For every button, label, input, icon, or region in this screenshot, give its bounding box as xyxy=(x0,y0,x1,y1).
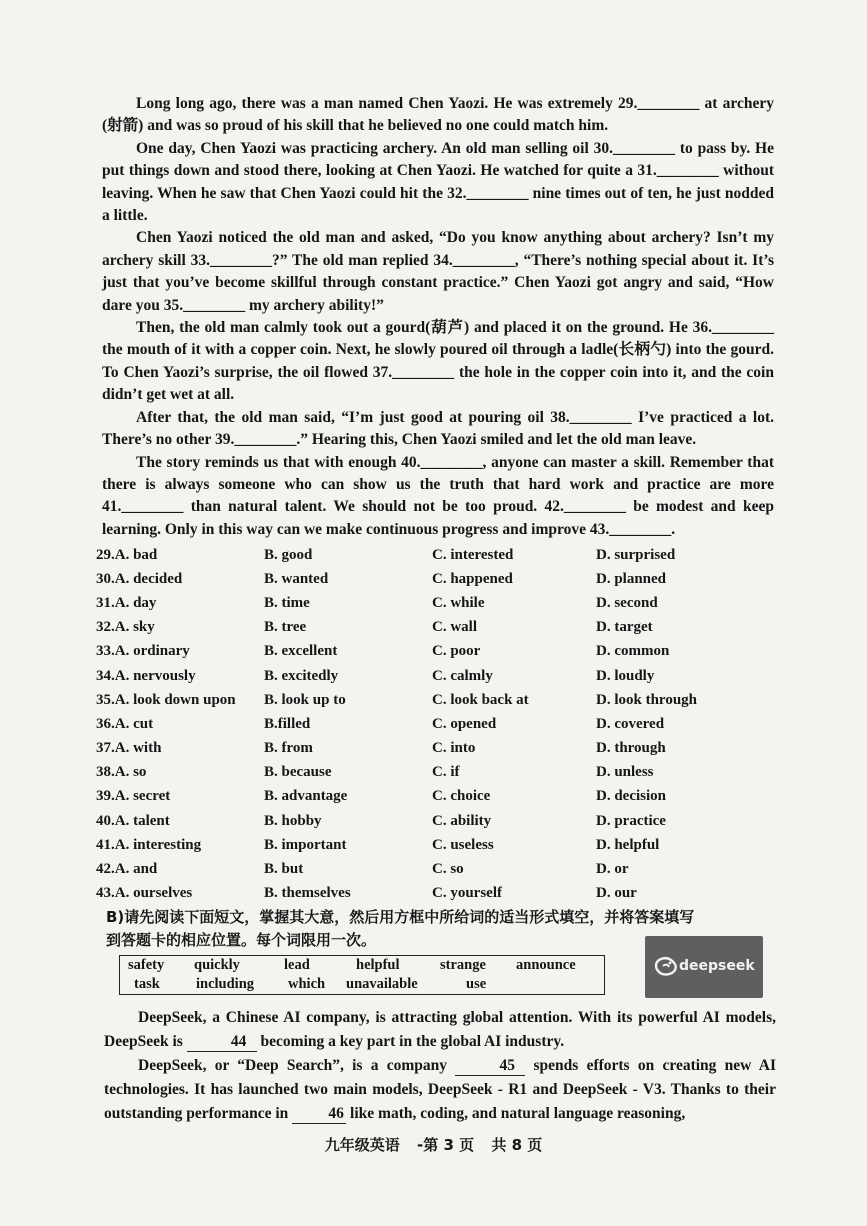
passage-paragraph-6: The story reminds us that with enough 40.________, anyone can master a skill. Remember that there is always someone who can show us the truth that hard work and practice are more 41.________ than natural talent. We should not be too proud. 42.________ be modest and keep learning. Only in this way can we make continuous progress and improve 43.________. xyxy=(102,453,774,538)
option-item: C. while xyxy=(432,594,485,611)
word-which: which xyxy=(288,976,326,992)
option-row xyxy=(96,882,776,906)
option-item: D. our xyxy=(596,885,637,902)
option-item: B. time xyxy=(264,594,310,611)
option-item: D. loudly xyxy=(596,667,655,684)
option-item: 40.A. talent xyxy=(96,812,170,829)
option-item: C. choice xyxy=(432,788,491,805)
option-item: D. or xyxy=(596,861,629,878)
option-item: B. because xyxy=(264,764,332,781)
option-item: B. hobby xyxy=(264,812,322,829)
option-item: B. tree xyxy=(264,619,307,636)
deepseek-logo xyxy=(645,936,763,998)
option-row xyxy=(96,712,776,736)
option-item: D. planned xyxy=(596,570,667,587)
option-row xyxy=(96,543,776,567)
option-item: B. excitedly xyxy=(264,667,339,684)
passage-paragraph-1: Long long ago, there was a man named Chen Yaozi. He was extremely 29.________ at archery (射箭) and was so proud of his skill that he believed no one could match him. xyxy=(102,95,774,135)
option-item: D. helpful xyxy=(596,836,660,853)
option-item: 38.A. so xyxy=(96,764,147,781)
option-item: C. ability xyxy=(432,812,492,829)
option-item: D. common xyxy=(596,643,670,660)
option-row xyxy=(96,664,776,688)
word-use: use xyxy=(466,976,487,992)
blank-44: 44 xyxy=(187,1033,257,1052)
whale-icon xyxy=(653,954,679,978)
part-b-paragraph-1: DeepSeek, a Chinese AI company, is attracting global attention. With its powerful AI models, DeepSeek is 44 becoming a key part in the global AI industry. xyxy=(104,1009,776,1050)
option-item: D. decision xyxy=(596,788,667,805)
option-item: 34.A. nervously xyxy=(96,667,196,684)
option-item: D. through xyxy=(596,740,666,757)
word-safety: safety xyxy=(128,957,165,973)
word-unavailable: unavailable xyxy=(346,976,418,992)
word-quickly: quickly xyxy=(194,957,240,973)
option-item: C. into xyxy=(432,740,476,757)
option-row xyxy=(96,688,776,712)
footer-total: 共 8 页 xyxy=(491,1136,543,1154)
option-row xyxy=(96,857,776,881)
logo-text: deepseek xyxy=(679,958,755,974)
option-item: 43.A. ourselves xyxy=(96,885,193,902)
instruction-line-2: 到答题卡的相应位置。每个词限用一次。 xyxy=(106,931,377,949)
option-item: 36.A. cut xyxy=(96,715,154,732)
option-item: C. yourself xyxy=(432,885,502,902)
option-item: 39.A. secret xyxy=(96,788,171,805)
option-item: C. useless xyxy=(432,836,494,853)
option-item: 31.A. day xyxy=(96,594,157,611)
word-strange: strange xyxy=(440,957,486,973)
option-item: 42.A. and xyxy=(96,861,158,878)
word-announce: announce xyxy=(516,957,576,973)
option-item: D. target xyxy=(596,619,653,636)
option-row xyxy=(96,833,776,857)
option-row xyxy=(96,640,776,664)
option-row xyxy=(96,567,776,591)
option-item: B. important xyxy=(264,836,347,853)
option-item: B. from xyxy=(264,740,313,757)
passage-paragraph-4: Then, the old man calmly took out a gourd(葫芦) and placed it on the ground. He 36.________ the mouth of it with a copper coin. Next, he slowly poured oil through a ladle(长柄勺) into the gourd. To Chen Yaozi’s surprise, the oil flowed 37.________ the hole in the copper coin into it, and the coin didn’t get wet at all. xyxy=(102,319,774,404)
option-item: D. look through xyxy=(596,691,698,708)
option-item: 29.A. bad xyxy=(96,546,158,563)
option-item: 33.A. ordinary xyxy=(96,643,190,660)
part-b-passage xyxy=(104,1006,776,1126)
option-row xyxy=(96,809,776,833)
option-item: B.filled xyxy=(264,715,311,732)
option-item: C. if xyxy=(432,764,460,781)
word-task: task xyxy=(134,976,160,992)
option-item: D. surprised xyxy=(596,546,676,563)
page-footer xyxy=(0,1134,867,1155)
option-item: D. unless xyxy=(596,764,654,781)
option-item: C. so xyxy=(432,861,464,878)
word-including: including xyxy=(196,976,255,992)
option-item: B. excellent xyxy=(264,643,338,660)
passage-paragraph-5: After that, the old man said, “I’m just good at pouring oil 38.________ I’ve practiced a lot. There’s no other 39.________.” Hearing this, Chen Yaozi smiled and let the old man leave. xyxy=(102,408,774,449)
option-item: B. themselves xyxy=(264,885,351,902)
option-item: C. calmly xyxy=(432,667,493,684)
option-item: D. covered xyxy=(596,715,665,732)
word-lead: lead xyxy=(284,957,310,973)
option-item: B. good xyxy=(264,546,313,563)
option-row xyxy=(96,737,776,761)
options-list xyxy=(96,543,776,906)
word-box-row-1 xyxy=(128,957,596,974)
option-item: B. wanted xyxy=(264,570,329,587)
option-row xyxy=(96,761,776,785)
word-box xyxy=(119,955,605,995)
option-item: 41.A. interesting xyxy=(96,836,202,853)
footer-grade: 九年级英语 xyxy=(324,1136,400,1154)
option-item: 30.A. decided xyxy=(96,570,183,587)
blank-45: 45 xyxy=(455,1057,525,1076)
option-item: 35.A. look down upon xyxy=(96,691,236,708)
option-item: D. practice xyxy=(596,812,666,829)
option-item: C. look back at xyxy=(432,691,529,708)
word-box-row-2 xyxy=(128,976,596,993)
option-item: B. look up to xyxy=(264,691,346,708)
option-item: C. wall xyxy=(432,619,477,636)
instruction-line-1: B)请先阅读下面短文，掌握其大意，然后用方框中所给词的适当形式填空，并将答案填写 xyxy=(106,908,695,926)
passage-paragraph-2: One day, Chen Yaozi was practicing archery. An old man selling oil 30.________ to pass by. He put things down and stood there, looking at Chen Yaozi. He watched for quite a 31.________ without leaving. When he saw that Chen Yaozi could hit the 32.________ nine times out of ten, he just nodded a little. xyxy=(102,139,774,225)
option-item: C. happened xyxy=(432,570,513,587)
option-row xyxy=(96,591,776,615)
cloze-passage xyxy=(102,93,774,541)
part-b-paragraph-2: DeepSeek, or “Deep Search”, is a company 45 spends efforts on creating new AI technologies. It has launched two main models, DeepSeek - R1 and DeepSeek - V3. Thanks to their outstanding performance in 46 like math, coding, and natural language reasoning, xyxy=(104,1057,776,1122)
blank-46: 46 xyxy=(292,1105,346,1124)
option-item: D. second xyxy=(596,594,658,611)
option-item: 37.A. with xyxy=(96,740,162,757)
option-item: C. opened xyxy=(432,715,497,732)
option-item: B. but xyxy=(264,861,304,878)
footer-page: -第 3 页 xyxy=(417,1136,475,1154)
option-row xyxy=(96,616,776,640)
option-item: C. poor xyxy=(432,643,481,660)
passage-paragraph-3: Chen Yaozi noticed the old man and asked, “Do you know anything about archery? Isn’t my archery skill 33.________?” The old man replied 34.________, “There’s nothing special about it. It’s just that you’ve become skillful through constant practice.” Chen Yaozi got angry and said, “How dare you 35.________ my archery ability!” xyxy=(102,229,774,314)
option-item: 32.A. sky xyxy=(96,619,155,636)
option-item: B. advantage xyxy=(264,788,348,805)
option-item: C. interested xyxy=(432,546,514,563)
option-row xyxy=(96,785,776,809)
word-helpful: helpful xyxy=(356,957,400,973)
